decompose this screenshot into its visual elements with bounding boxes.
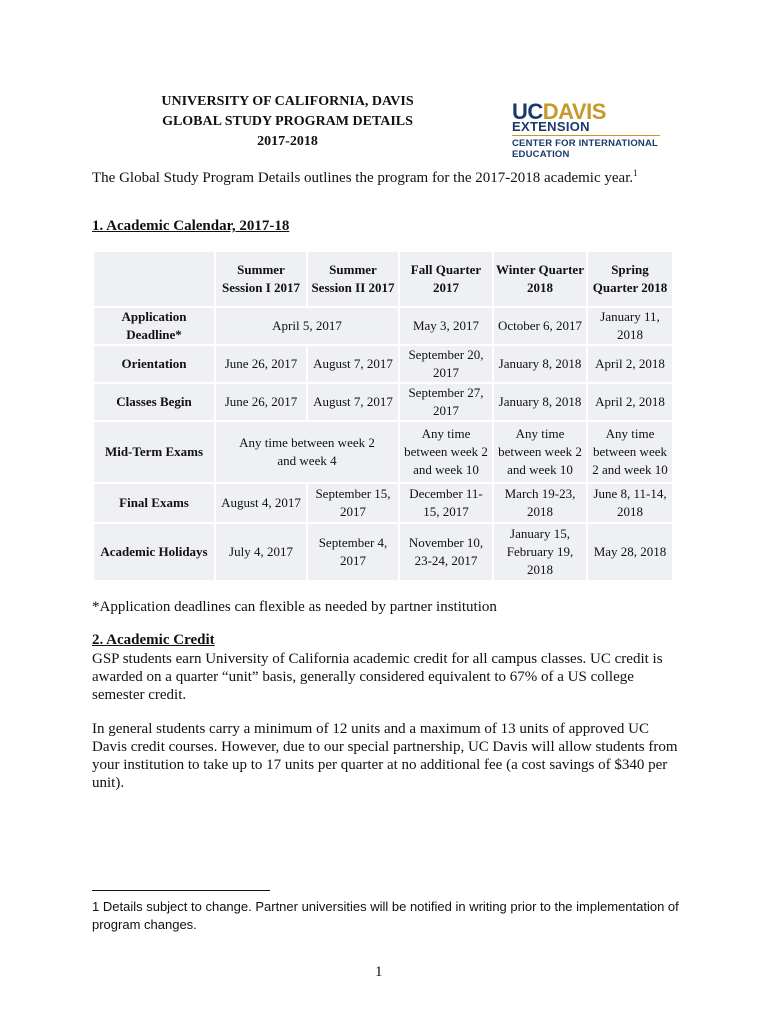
cell-finals-summer1: August 4, 2017: [215, 483, 307, 523]
academic-calendar-table: [92, 250, 674, 582]
cell-midterm-spring: Any time between week 2 and week 10: [587, 421, 673, 483]
cell-midterm-winter: Any time between week 2 and week 10: [493, 421, 587, 483]
table-row: [93, 307, 673, 345]
cell-holidays-winter: January 15, February 19, 2018: [493, 523, 587, 581]
header-year: 2017-2018: [257, 134, 318, 149]
footnote-divider: [92, 890, 270, 891]
row-label-classes: Classes Begin: [93, 383, 215, 421]
logo-center-line1: CENTER FOR INTERNATIONAL: [512, 138, 659, 149]
cell-application-spring: January 11, 2018: [587, 307, 673, 345]
cell-application-fall: May 3, 2017: [399, 307, 493, 345]
header-university: UNIVERSITY OF CALIFORNIA, DAVIS: [161, 94, 414, 109]
footnote-number: 1: [92, 899, 100, 914]
table-row: [93, 483, 673, 523]
header-program: GLOBAL STUDY PROGRAM DETAILS: [162, 114, 413, 129]
cell-classes-winter: January 8, 2018: [493, 383, 587, 421]
cell-orientation-summer1: June 26, 2017: [215, 345, 307, 383]
cell-application-summer: April 5, 2017: [215, 307, 399, 345]
table-row: [93, 345, 673, 383]
cell-application-winter: October 6, 2017: [493, 307, 587, 345]
header-corner: [93, 251, 215, 307]
row-label-midterm: Mid-Term Exams: [93, 421, 215, 483]
application-deadline-note: *Application deadlines can flexible as needed by partner institution: [92, 599, 497, 615]
cell-orientation-fall: September 20, 2017: [399, 345, 493, 383]
intro-paragraph: [92, 163, 692, 188]
table-row: [93, 421, 673, 483]
row-label-application: Application Deadline*: [93, 307, 215, 345]
logo-davis: DAVIS: [542, 99, 606, 124]
row-label-finals: Final Exams: [93, 483, 215, 523]
row-label-holidays: Academic Holidays: [93, 523, 215, 581]
footnote: [92, 898, 682, 934]
cell-finals-winter: March 19-23, 2018: [493, 483, 587, 523]
section-1-heading: 1. Academic Calendar, 2017-18: [92, 218, 290, 234]
document-header: [100, 92, 475, 152]
footnote-text: Details subject to change. Partner universities will be notified in writing prior to the implementation of program changes.: [92, 899, 679, 932]
logo-extension: EXTENSION: [512, 119, 590, 134]
table-row: [93, 383, 673, 421]
ucdavis-extension-logo: [512, 101, 672, 161]
page-number: 1: [375, 964, 383, 980]
intro-text: The Global Study Program Details outlines the program for the 2017-2018 academic year.: [92, 170, 634, 186]
cell-orientation-spring: April 2, 2018: [587, 345, 673, 383]
table-row: [93, 523, 673, 581]
cell-holidays-summer2: September 4, 2017: [307, 523, 399, 581]
cell-classes-spring: April 2, 2018: [587, 383, 673, 421]
row-label-orientation: Orientation: [93, 345, 215, 383]
cell-holidays-spring: May 28, 2018: [587, 523, 673, 581]
logo-center-line2: EDUCATION: [512, 149, 570, 160]
cell-holidays-summer1: July 4, 2017: [215, 523, 307, 581]
col-summer2: Summer Session II 2017: [307, 251, 399, 307]
footnote-ref[interactable]: 1: [633, 168, 638, 178]
cell-finals-spring: June 8, 11-14, 2018: [587, 483, 673, 523]
col-fall: Fall Quarter 2017: [399, 251, 493, 307]
cell-orientation-summer2: August 7, 2017: [307, 345, 399, 383]
cell-classes-fall: September 27, 2017: [399, 383, 493, 421]
table-header-row: [93, 251, 673, 307]
col-winter: Winter Quarter 2018: [493, 251, 587, 307]
cell-midterm-summer: Any time between week 2 and week 4: [215, 421, 399, 483]
credit-paragraph-1: GSP students earn University of California academic credit for all campus classes. UC credit is awarded on a quarter “unit” basis, generally considered equivalent to 67% of a US college semester credit.: [92, 651, 663, 703]
credit-paragraph-2: In general students carry a minimum of 12 units and a maximum of 13 units of approved UC Davis credit courses. However, due to our special partnership, UC Davis will allow students from your institution to take up to 17 units per quarter at no additional fee (a cost savings of $340 per unit).: [92, 721, 678, 791]
col-summer1: Summer Session I 2017: [215, 251, 307, 307]
logo-rule: [512, 135, 660, 136]
cell-holidays-fall: November 10, 23-24, 2017: [399, 523, 493, 581]
cell-midterm-fall: Any time between week 2 and week 10: [399, 421, 493, 483]
logo-uc: UC: [512, 99, 543, 124]
cell-classes-summer1: June 26, 2017: [215, 383, 307, 421]
cell-orientation-winter: January 8, 2018: [493, 345, 587, 383]
cell-finals-summer2: September 15, 2017: [307, 483, 399, 523]
cell-classes-summer2: August 7, 2017: [307, 383, 399, 421]
section-2-heading: 2. Academic Credit: [92, 632, 215, 648]
col-spring: Spring Quarter 2018: [587, 251, 673, 307]
cell-finals-fall: December 11-15, 2017: [399, 483, 493, 523]
